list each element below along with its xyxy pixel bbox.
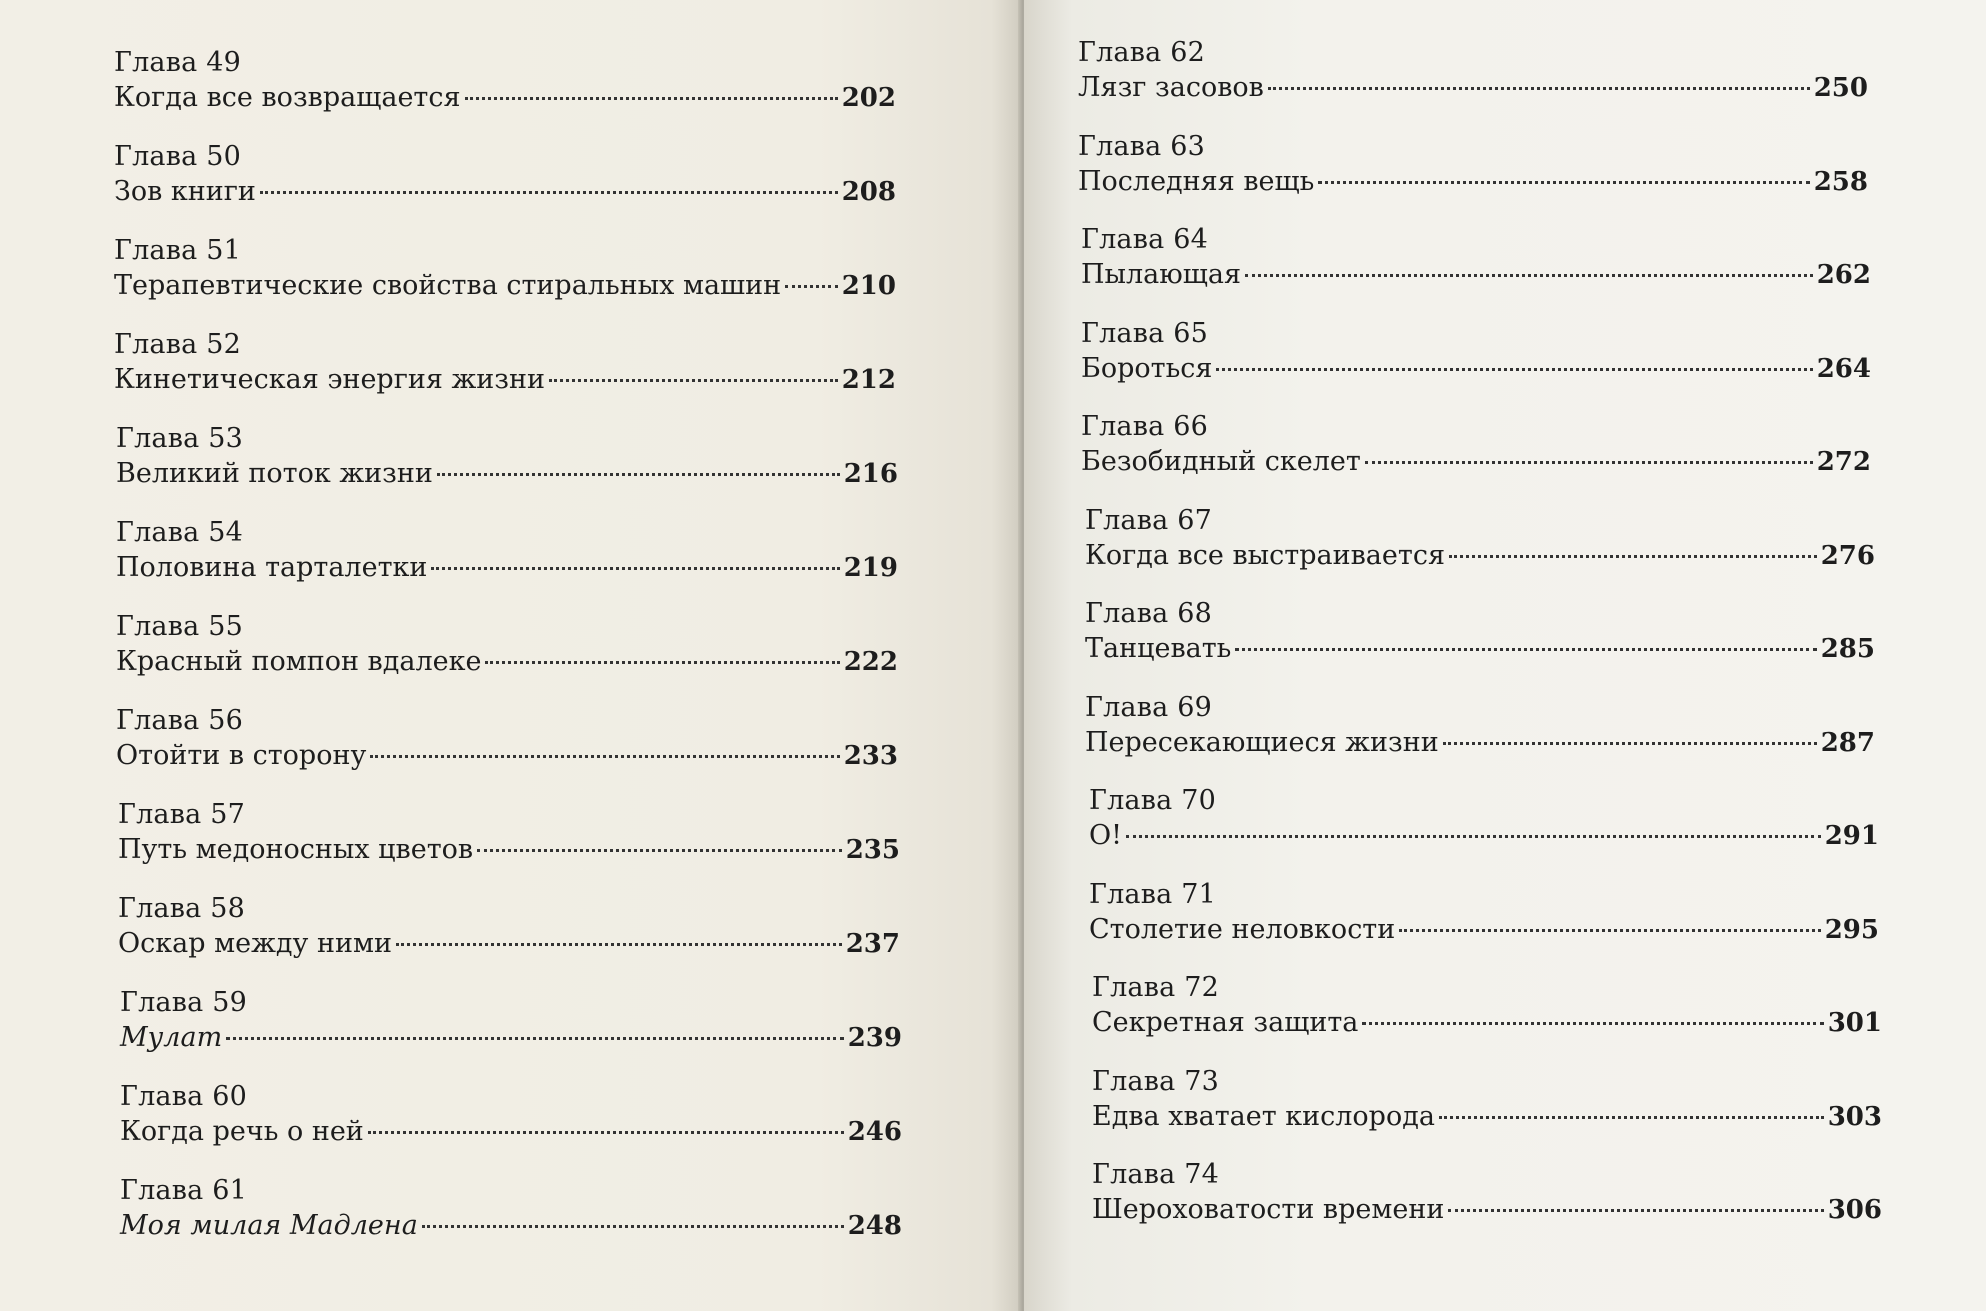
chapter-label: Глава 49 (114, 47, 241, 78)
dot-leader (396, 943, 842, 946)
chapter-label: Глава 55 (116, 611, 243, 642)
toc-entry (1078, 130, 1986, 224)
dot-leader (549, 379, 838, 382)
dot-leader (1365, 461, 1813, 464)
page-number: 262 (1816, 260, 1871, 290)
chapter-label: Глава 57 (118, 799, 245, 830)
chapter-label: Глава 74 (1092, 1159, 1219, 1190)
toc-entry (1078, 504, 1986, 598)
toc-entry (1078, 597, 1986, 691)
chapter-title: Столетие неловкости (1089, 913, 1396, 945)
toc-entry (114, 1174, 1022, 1268)
chapter-label: Глава 70 (1089, 785, 1216, 816)
dot-leader (477, 849, 842, 852)
chapter-title: Когда все выстраивается (1085, 539, 1445, 571)
page-number: 222 (843, 647, 898, 677)
toc-entry (114, 328, 1022, 422)
toc-entry (114, 610, 1022, 704)
dot-leader (465, 97, 838, 100)
chapter-label: Глава 52 (114, 329, 241, 360)
chapter-title: Великий поток жизни (116, 458, 433, 489)
page-number: 235 (845, 835, 900, 865)
dot-leader (785, 285, 838, 288)
chapter-label: Глава 67 (1085, 504, 1212, 536)
page-number: 248 (847, 1211, 902, 1241)
chapter-label: Глава 71 (1089, 878, 1216, 910)
toc-entry (114, 986, 1022, 1080)
toc-entry (1078, 1158, 1986, 1252)
page-number: 202 (841, 83, 896, 113)
dot-leader (370, 755, 839, 758)
page-number: 216 (843, 459, 898, 489)
dot-leader (1268, 87, 1810, 90)
chapter-title: Моя милая Мадлена (120, 1210, 418, 1241)
chapter-title: Шероховатости времени (1092, 1194, 1445, 1225)
toc-list-left (114, 46, 1022, 1268)
page-number: 250 (1813, 73, 1868, 103)
dot-leader (1443, 742, 1817, 745)
toc-entry (114, 798, 1022, 892)
chapter-title: О! (1089, 820, 1122, 851)
chapter-title: Кинетическая энергия жизни (114, 364, 546, 395)
page-number: 208 (841, 177, 896, 207)
page-number: 210 (841, 271, 896, 301)
dot-leader (368, 1131, 844, 1134)
toc-entry (1078, 410, 1986, 504)
dot-leader (226, 1037, 844, 1040)
chapter-label: Глава 61 (120, 1175, 247, 1206)
chapter-label: Глава 60 (120, 1081, 247, 1112)
chapter-label: Глава 65 (1081, 317, 1208, 349)
toc-entry (114, 140, 1022, 234)
chapter-label: Глава 58 (118, 893, 245, 924)
page-number: 258 (1813, 166, 1868, 197)
dot-leader (1216, 368, 1812, 371)
toc-entry (114, 1080, 1022, 1174)
toc-entry (1078, 971, 1986, 1065)
chapter-label: Глава 72 (1092, 972, 1219, 1003)
chapter-title: Половина тарталетки (116, 552, 428, 583)
chapter-label: Глава 68 (1085, 598, 1212, 629)
toc-entry (1078, 36, 1986, 130)
chapter-label: Глава 64 (1081, 224, 1208, 255)
toc-entry (114, 46, 1022, 140)
toc-entry (1078, 223, 1986, 317)
dot-leader (1448, 1209, 1823, 1212)
chapter-label: Глава 62 (1078, 37, 1205, 68)
chapter-title: Пылающая (1081, 259, 1242, 290)
chapter-title: Едва хватает кислорода (1092, 1100, 1435, 1132)
chapter-title: Последняя вещь (1078, 165, 1315, 197)
chapter-title: Мулат (120, 1022, 223, 1053)
page-number: 303 (1827, 1101, 1882, 1132)
chapter-title: Безобидный скелет (1081, 446, 1361, 477)
page-number: 272 (1816, 447, 1871, 477)
page-number: 285 (1820, 634, 1875, 664)
chapter-label: Глава 50 (114, 141, 241, 172)
chapter-label: Глава 63 (1078, 130, 1205, 162)
page-number: 287 (1820, 727, 1875, 758)
chapter-label: Глава 73 (1092, 1065, 1219, 1097)
page-number: 237 (845, 929, 900, 959)
toc-entry (114, 516, 1022, 610)
dot-leader (422, 1225, 844, 1228)
chapter-label: Глава 56 (116, 705, 243, 736)
page-number: 295 (1824, 914, 1879, 945)
page-number: 301 (1827, 1008, 1882, 1038)
chapter-label: Глава 59 (120, 987, 247, 1018)
toc-entry (114, 892, 1022, 986)
toc-entry (1078, 1065, 1986, 1159)
toc-list-right (1078, 36, 1986, 1252)
page-number: 239 (847, 1023, 902, 1053)
chapter-label: Глава 51 (114, 235, 241, 266)
toc-entry (1078, 878, 1986, 972)
chapter-title: Зов книги (114, 176, 256, 207)
page-number: 219 (843, 553, 898, 583)
chapter-title: Пересекающиеся жизни (1085, 726, 1439, 758)
chapter-title: Лязг засовов (1078, 72, 1264, 103)
chapter-title: Бороться (1081, 352, 1213, 384)
chapter-label: Глава 66 (1081, 411, 1208, 442)
toc-entry (1078, 784, 1986, 878)
dot-leader (431, 567, 839, 570)
chapter-title: Танцевать (1085, 633, 1232, 664)
page-number: 276 (1820, 540, 1875, 571)
page-number: 306 (1827, 1195, 1882, 1225)
dot-leader (1235, 648, 1816, 651)
dot-leader (1399, 929, 1820, 932)
dot-leader (1245, 274, 1813, 277)
chapter-title: Отойти в сторону (116, 740, 367, 771)
page-number: 246 (847, 1117, 902, 1147)
dot-leader (260, 191, 838, 194)
chapter-label: Глава 53 (116, 423, 243, 454)
chapter-title: Оскар между ними (118, 928, 392, 959)
chapter-title: Когда все возвращается (114, 82, 461, 113)
chapter-title: Красный помпон вдалеке (116, 646, 482, 677)
chapter-label: Глава 69 (1085, 691, 1212, 723)
chapter-title: Когда речь о ней (120, 1116, 364, 1147)
page-number: 291 (1824, 821, 1879, 851)
dot-leader (1449, 555, 1817, 558)
chapter-title: Терапевтические свойства стиральных машин (114, 270, 782, 301)
page-number: 233 (843, 741, 898, 771)
dot-leader (1362, 1022, 1823, 1025)
chapter-title: Путь медоносных цветов (118, 834, 474, 865)
dot-leader (437, 473, 840, 476)
dot-leader (1318, 181, 1809, 184)
dot-leader (1126, 835, 1821, 838)
right-page (1024, 0, 1986, 1311)
page-number: 264 (1816, 353, 1871, 384)
page-number: 212 (841, 365, 896, 395)
chapter-title: Секретная защита (1092, 1007, 1359, 1038)
chapter-label: Глава 54 (116, 517, 243, 548)
dot-leader (1439, 1116, 1824, 1119)
toc-entry (114, 234, 1022, 328)
dot-leader (485, 661, 839, 664)
toc-entry (114, 704, 1022, 798)
toc-entry (114, 422, 1022, 516)
toc-entry (1078, 317, 1986, 411)
toc-entry (1078, 691, 1986, 785)
